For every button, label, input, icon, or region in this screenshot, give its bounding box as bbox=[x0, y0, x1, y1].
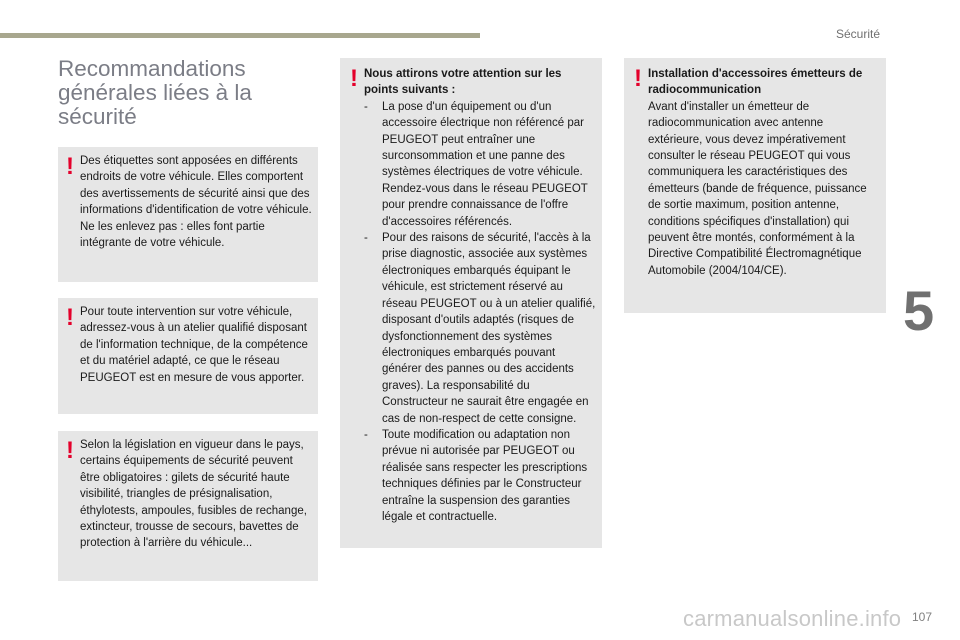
warning-icon: ! bbox=[66, 437, 74, 464]
warning-list bbox=[364, 99, 596, 526]
warning-text: Avant d'installer un émetteur de radiocommunication avec antenne extérieure, vous devez impérativement consulter le réseau PEUGEOT qui vous communiquera les caractéristiques des émetteurs (bande de fréquence, puissance de sortie maximum, position antenne, conditions spécifiques d'installation) qui peuvent être montés, conformément à la Directive Compatibilité Électromagnétique Automobile (2004/104/CE). bbox=[648, 100, 867, 277]
warning-box-attention bbox=[340, 58, 602, 548]
section-label: Sécurité bbox=[836, 27, 881, 41]
warning-icon: ! bbox=[350, 65, 358, 92]
warning-icon: ! bbox=[66, 153, 74, 180]
warning-text: Pour toute intervention sur votre véhicule, adressez-vous à un atelier qualifié disposant de l'information technique, de la compétence et du matériel adapté, ce que le réseau PEUGEOT est en mesure de vous apporter. bbox=[80, 306, 308, 384]
list-item-text: La pose d'un équipement ou d'un accessoire électrique non référencé par PEUGEOT peut entraîner une surconsommation et une panne des systèmes électriques de votre véhicule. Rendez-vous dans le réseau PEUGEOT pour prendre connaissance de l'offre d'accessoires référencés. bbox=[382, 100, 588, 228]
list-item bbox=[364, 99, 596, 230]
warning-icon: ! bbox=[634, 65, 642, 92]
warning-box-workshop bbox=[58, 298, 318, 414]
list-dash: - bbox=[364, 100, 368, 113]
list-item-text: Pour des raisons de sécurité, l'accès à la prise diagnostic, associée aux systèmes électroniques embarqués équipant le véhicule, est strictement réservé au réseau PEUGEOT ou à un atelier qualifié, disposant d'outils adaptés (risques de dysfonctionnement des systèmes électroniques embarqués pouvant générer des pannes ou des accidents graves). La responsabilité du Constructeur ne saurait être engagée en cas de non-respect de cette consigne. bbox=[382, 232, 596, 425]
list-dash: - bbox=[364, 232, 368, 245]
warning-box-equipment bbox=[58, 431, 318, 581]
watermark: carmanualsonline.info bbox=[683, 606, 902, 631]
warning-text: Selon la législation en vigueur dans le pays, certains équipements de sécurité peuvent être obligatoires : gilets de sécurité haute visibilité, triangles de présignalisation, éthylotests, ampoules, fusibles de rechange, extincteur, trousse de secours, bavettes de protection à l'arrière du véhicule... bbox=[80, 439, 307, 550]
warning-box-labels bbox=[58, 147, 318, 282]
list-item bbox=[364, 427, 596, 525]
warning-icon: ! bbox=[66, 304, 74, 331]
warning-heading: Installation d'accessoires émetteurs de radiocommunication bbox=[648, 68, 863, 97]
warning-heading: Nous attirons votre attention sur les points suivants : bbox=[364, 68, 562, 97]
warning-box-radio bbox=[624, 58, 886, 313]
page-number: 107 bbox=[912, 610, 933, 624]
page-title: Recommandations générales liées à la sécurité bbox=[58, 56, 252, 129]
list-item-text: Toute modification ou adaptation non prévue ni autorisée par PEUGEOT ou réalisée sans respecter les prescriptions techniques définies par le Constructeur entraîne la suspension des garanties légale et contractuelle. bbox=[382, 428, 588, 523]
list-dash: - bbox=[364, 428, 368, 441]
warning-text: Des étiquettes sont apposées en différents endroits de votre véhicule. Elles comportent des avertissements de sécurité ainsi que des informations d'identification de votre véhicule. Ne les enlevez pas : elles font partie intégrante de votre véhicule. bbox=[80, 155, 312, 250]
list-item bbox=[364, 230, 596, 427]
chapter-number: 5 bbox=[903, 279, 935, 342]
header-bar bbox=[0, 33, 480, 38]
